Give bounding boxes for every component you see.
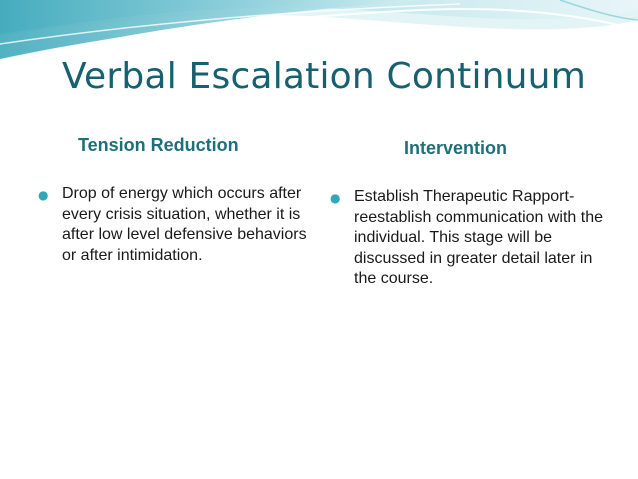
column-heading-tension-reduction: Tension Reduction xyxy=(78,135,239,155)
tension-reduction-bullet-list xyxy=(38,184,323,266)
bullet-dot-icon: ● xyxy=(330,191,341,205)
list-item xyxy=(330,187,605,290)
list-item xyxy=(38,184,323,266)
bullet-text: Drop of energy which occurs after every crisis situation, whether it is after low level defensive behaviors or after intimidation. xyxy=(62,185,307,264)
slide-title: Verbal Escalation Continuum xyxy=(62,56,586,97)
bullet-text: Establish Therapeutic Rapport- reestablish communication with the individual. This stage will be discussed in greater detail later in the course. xyxy=(354,188,604,287)
column-heading-intervention: Intervention xyxy=(404,138,508,158)
bullet-dot-icon: ● xyxy=(38,188,49,202)
intervention-bullet-list xyxy=(330,187,605,290)
